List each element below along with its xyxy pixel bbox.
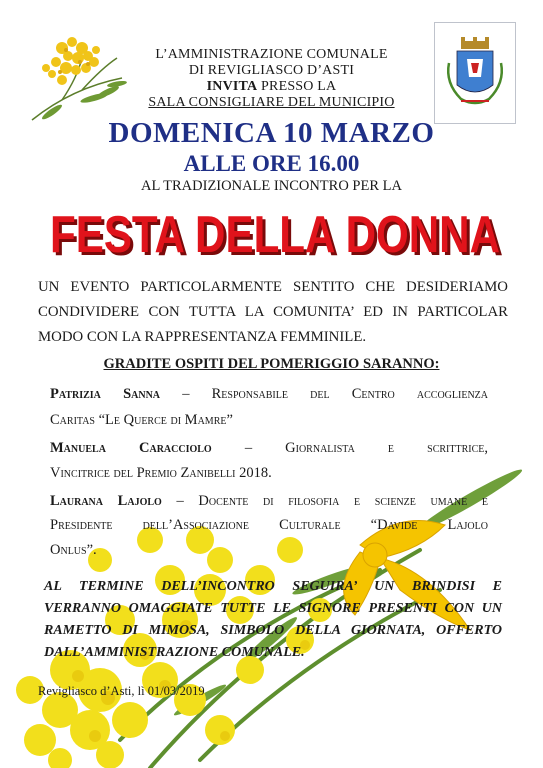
guest-3-line-2: Presidente dell’Associazione Culturale “Davide Lajolo bbox=[50, 517, 488, 533]
guest-2-name: Manuela Caracciolo bbox=[50, 440, 212, 456]
event-time: ALLE ORE 16.00 bbox=[183, 151, 360, 176]
guest-2-role: – Giornalista e scrittrice, bbox=[211, 440, 488, 456]
event-subtitle: AL TRADIZIONALE INCONTRO PER LA bbox=[141, 178, 402, 194]
event-title-text: FESTA DELLA DONNA bbox=[50, 206, 500, 264]
guests-heading: GRADITE OSPITI DEL POMERIGGIO SARANNO: bbox=[103, 356, 440, 372]
guest-3-name: Laurana Lajolo bbox=[50, 493, 162, 509]
closing-line-1: AL TERMINE DELL’INCONTRO SEGUIRA’ UN BRINDISI E bbox=[44, 579, 502, 594]
guest-3-line-3: Onlus”. bbox=[50, 542, 97, 558]
intro-line-1: UN EVENTO PARTICOLARMENTE SENTITO CHE DESIDERIAMO bbox=[38, 279, 508, 295]
guest-1-name: Patrizia Sanna bbox=[50, 386, 161, 402]
header-line-3 bbox=[0, 79, 543, 95]
guest-3-line-1 bbox=[50, 489, 488, 513]
closing-line-2: VERRANNO OMAGGIATE TUTTE LE SIGNORE PRESENTI CON UN bbox=[44, 601, 502, 616]
header-presso: PRESSO LA bbox=[261, 79, 337, 94]
event-title-shadow: FESTA DELLA DONNA bbox=[53, 209, 503, 266]
closing-line-3: RAMETTO DI MIMOSA, SIMBOLO DELLA GIORNATA, OFFERTO bbox=[44, 623, 502, 638]
guest-1-line-2: Caritas “Le Querce di Mamre” bbox=[50, 412, 233, 428]
intro-line-3: MODO CON LA RAPPRESENTANZA FEMMINILE. bbox=[38, 329, 367, 345]
closing-line-4: DALL’AMMINISTRAZIONE COMUNALE. bbox=[44, 645, 305, 660]
header-line-1: L’AMMINISTRAZIONE COMUNALE bbox=[155, 47, 388, 62]
event-date: DOMENICA 10 MARZO bbox=[108, 117, 435, 149]
intro-line-2: CONDIVIDERE CON TUTTA LA COMUNITA’ ED IN PARTICOLAR bbox=[38, 304, 508, 320]
guest-2-line-1 bbox=[50, 436, 488, 460]
header-invita: INVITA bbox=[206, 79, 258, 94]
guest-1-line-1 bbox=[50, 382, 488, 406]
header-line-2: DI REVIGLIASCO D’ASTI bbox=[188, 63, 355, 78]
guest-2-line-2: Vincitrice del Premio Zanibelli 2018. bbox=[50, 465, 272, 481]
header-line-4: SALA CONSIGLIARE DEL MUNICIPIO bbox=[148, 95, 395, 110]
event-title bbox=[40, 200, 510, 266]
guest-3-role: – Docente di filosofia e scienze umane e bbox=[161, 493, 488, 509]
closing-note bbox=[44, 576, 502, 664]
guest-1-role: – Responsabile del Centro accoglienza bbox=[160, 386, 489, 402]
place-date: Revigliasco d’Asti, lì 01/03/2019 bbox=[38, 684, 205, 698]
